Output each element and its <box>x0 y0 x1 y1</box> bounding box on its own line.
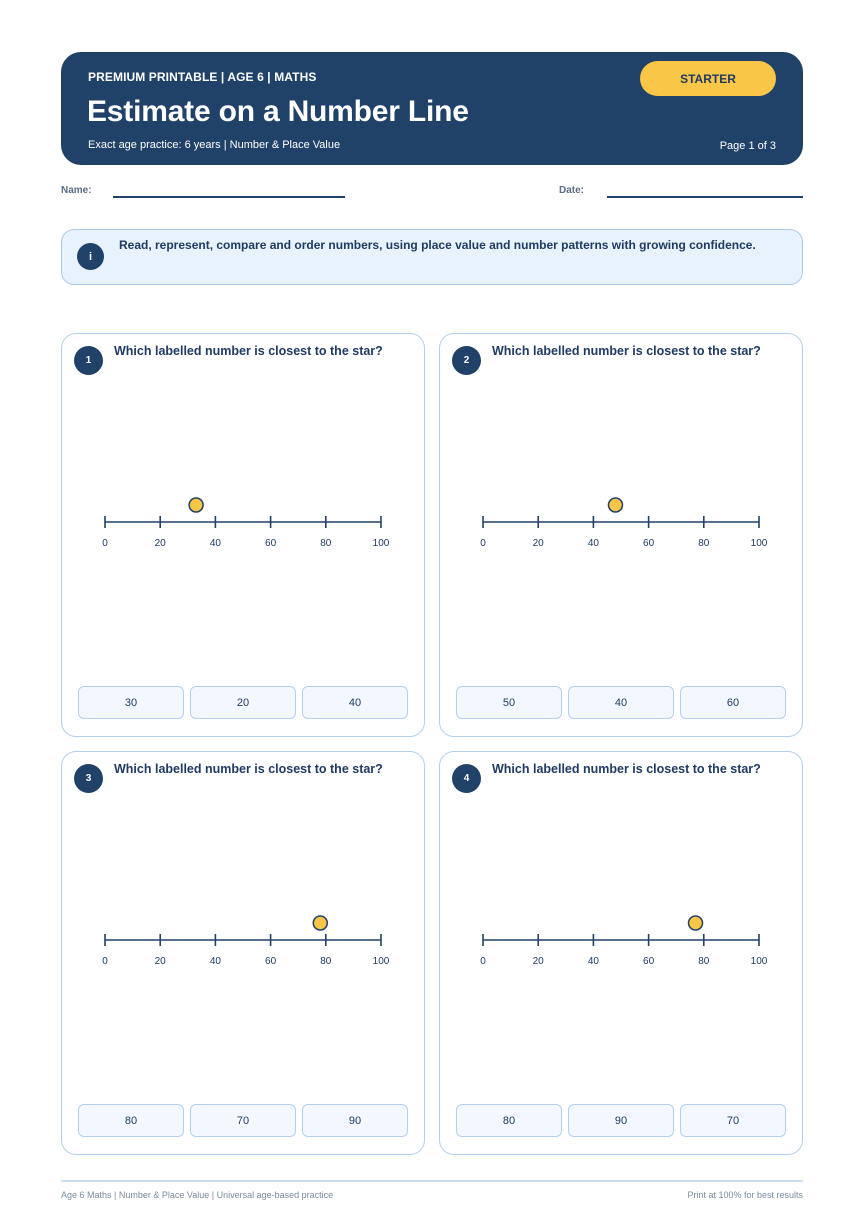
date-label: Date: <box>559 185 585 196</box>
answer-option[interactable]: 40 <box>302 686 408 719</box>
tick-label: 60 <box>643 956 655 967</box>
number-line <box>440 902 804 972</box>
name-label: Name: <box>61 185 92 196</box>
question-prompt: Which labelled number is closest to the star? <box>492 762 761 776</box>
page-title: Estimate on a Number Line <box>87 95 469 128</box>
answer-option[interactable]: 20 <box>190 686 296 719</box>
tick-label: 60 <box>265 956 277 967</box>
objective-text: Read, represent, compare and order numbers, using place value and number patterns with growing confidence. <box>119 238 756 252</box>
page-number: Page 1 of 3 <box>719 140 776 152</box>
question-prompt: Which labelled number is closest to the star? <box>114 762 383 776</box>
answer-options <box>78 1104 408 1137</box>
tick-label: 40 <box>209 956 221 967</box>
objective-box <box>61 229 803 285</box>
tick-label: 20 <box>154 538 166 549</box>
answer-option[interactable]: 50 <box>456 686 562 719</box>
footer-right: Print at 100% for best results <box>687 1190 803 1200</box>
tick-label: 20 <box>154 956 166 967</box>
tick-label: 80 <box>320 956 332 967</box>
answer-option[interactable]: 90 <box>568 1104 674 1137</box>
answer-option[interactable]: 80 <box>456 1104 562 1137</box>
tick-label: 0 <box>102 538 108 549</box>
star-marker <box>608 498 622 512</box>
tick-label: 60 <box>265 538 277 549</box>
star-marker <box>689 916 703 930</box>
footer-divider <box>61 1180 803 1182</box>
question-card-3 <box>61 751 425 1155</box>
answer-options <box>78 686 408 719</box>
tick-label: 100 <box>750 956 768 967</box>
header-subtitle: Exact age practice: 6 years | Number & Place Value <box>88 139 341 151</box>
tick-label: 80 <box>698 538 710 549</box>
star-marker <box>189 498 203 512</box>
star-marker <box>313 916 327 930</box>
tick-label: 60 <box>643 538 655 549</box>
date-field[interactable] <box>607 196 803 198</box>
tick-label: 80 <box>320 538 332 549</box>
answer-option[interactable]: 70 <box>190 1104 296 1137</box>
tick-label: 0 <box>102 956 108 967</box>
level-badge: STARTER <box>640 61 776 96</box>
question-number: 3 <box>74 764 103 793</box>
number-line <box>62 484 426 554</box>
question-prompt: Which labelled number is closest to the star? <box>492 344 761 358</box>
header-eyebrow: PREMIUM PRINTABLE | AGE 6 | MATHS <box>88 70 317 84</box>
answer-options <box>456 686 786 719</box>
info-icon: i <box>77 243 104 270</box>
tick-label: 100 <box>372 538 390 549</box>
question-number: 4 <box>452 764 481 793</box>
answer-option[interactable]: 40 <box>568 686 674 719</box>
number-line <box>440 484 804 554</box>
question-number: 1 <box>74 346 103 375</box>
question-card-4 <box>439 751 803 1155</box>
answer-option[interactable]: 90 <box>302 1104 408 1137</box>
tick-label: 20 <box>532 538 544 549</box>
worksheet-header <box>61 52 803 165</box>
footer-left: Age 6 Maths | Number & Place Value | Universal age-based practice <box>61 1190 334 1200</box>
answer-option[interactable]: 30 <box>78 686 184 719</box>
tick-label: 20 <box>532 956 544 967</box>
answer-options <box>456 1104 786 1137</box>
question-card-1 <box>61 333 425 737</box>
tick-label: 100 <box>372 956 390 967</box>
question-card-2 <box>439 333 803 737</box>
tick-label: 0 <box>480 538 486 549</box>
tick-label: 0 <box>480 956 486 967</box>
answer-option[interactable]: 80 <box>78 1104 184 1137</box>
tick-label: 40 <box>587 538 599 549</box>
answer-option[interactable]: 70 <box>680 1104 786 1137</box>
tick-label: 40 <box>587 956 599 967</box>
question-prompt: Which labelled number is closest to the star? <box>114 344 383 358</box>
number-line <box>62 902 426 972</box>
name-field[interactable] <box>113 196 345 198</box>
tick-label: 40 <box>209 538 221 549</box>
tick-label: 100 <box>750 538 768 549</box>
answer-option[interactable]: 60 <box>680 686 786 719</box>
tick-label: 80 <box>698 956 710 967</box>
question-number: 2 <box>452 346 481 375</box>
